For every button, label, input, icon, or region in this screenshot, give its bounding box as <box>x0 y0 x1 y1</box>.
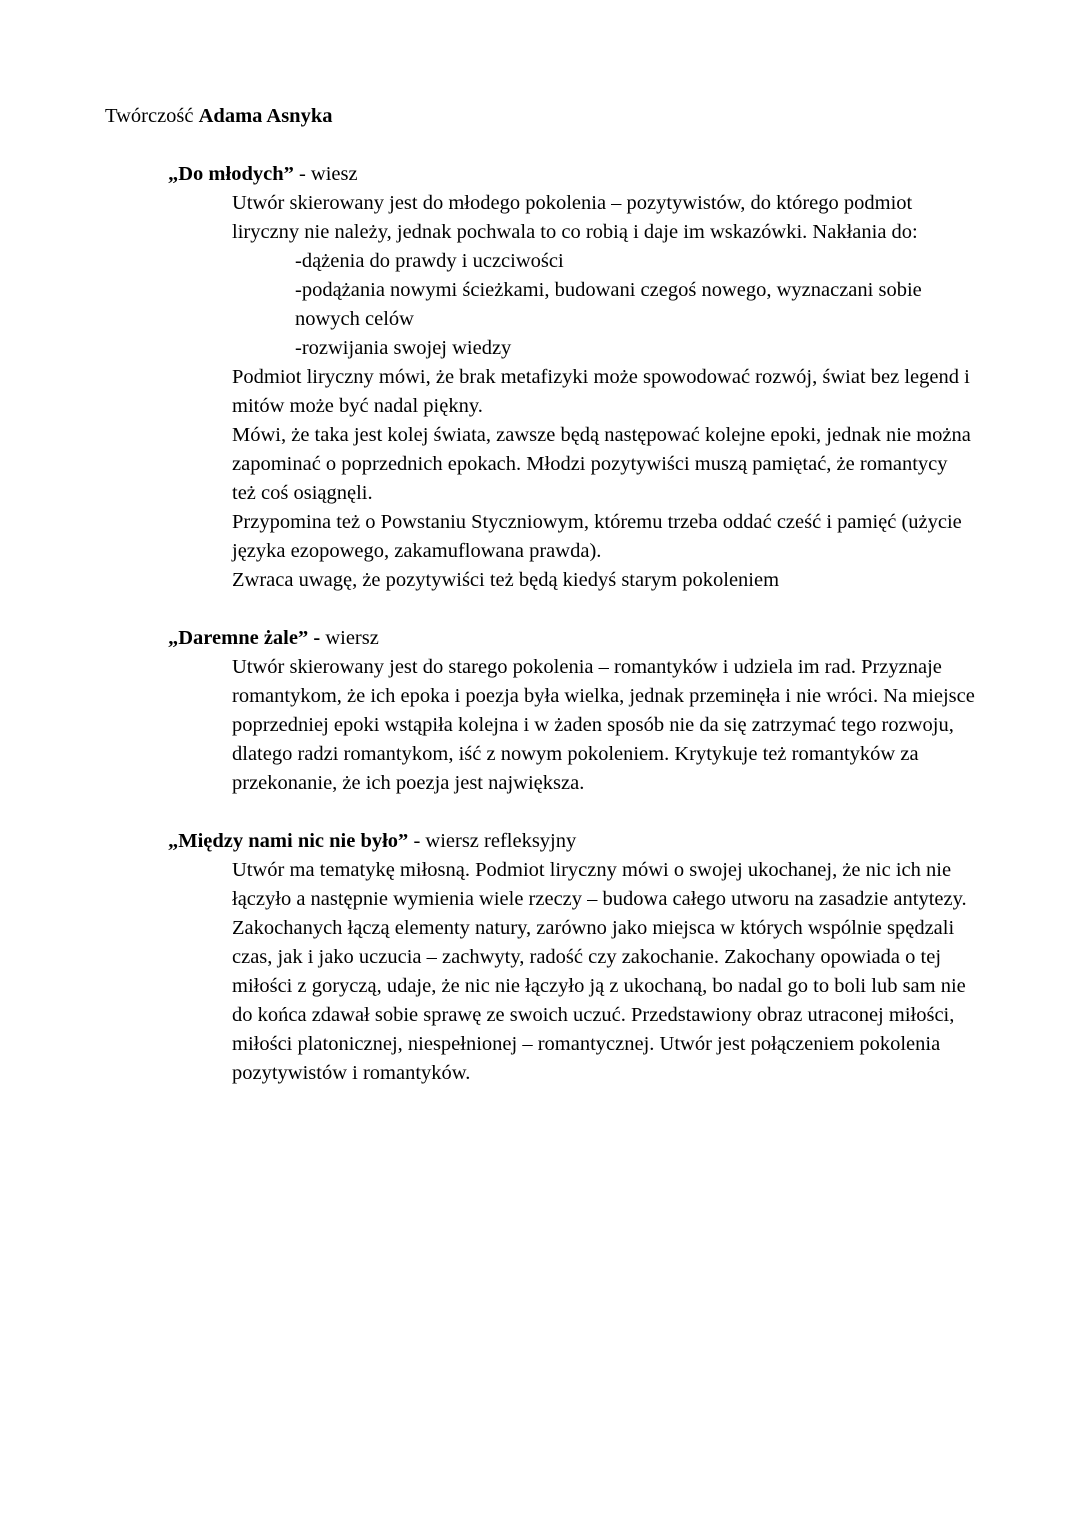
paragraph: Przypomina też o Powstaniu Styczniowym, któremu trzeba oddać cześć i pamięć (użycie języka ezopowego, zakamuflowana prawda). <box>232 511 962 562</box>
title-prefix: Twórczość <box>105 105 199 127</box>
title-author: Adama Asnyka <box>198 105 333 127</box>
paragraph: Utwór skierowany jest do starego pokolenia – romantyków i udziela im rad. Przyznaje romantykom, że ich epoka i poezja była wielka, jednak przeminęła i nie wróci. Na miejsce poprzedniej epoki wstąpiła kolejna i w żaden sposób nie da się zatrzymać tego rozwoju, dlatego radzi romantykom, iść z nowym pokoleniem. Krytykuje też romantyków za przekonanie, że ich poezja jest największa. <box>232 656 975 794</box>
section-body <box>232 653 976 798</box>
section-heading-subtitle: wiersz <box>320 627 379 649</box>
section-body <box>232 189 976 595</box>
paragraph: Mówi, że taka jest kolej świata, zawsze będą następować kolejne epoki, jednak nie można zapominać o poprzednich epokach. Młodzi pozytywiści muszą pamiętać, że romantycy też coś osiągnęli. <box>232 424 971 504</box>
bullet-list <box>295 247 976 363</box>
paragraph: Utwór skierowany jest do młodego pokolenia – pozytywistów, do którego podmiot liryczny nie należy, jednak pochwala to co robią i daje im wskazówki. Nakłania do: <box>232 192 918 243</box>
section-heading-subtitle: - wiesz <box>293 163 358 185</box>
paragraph: Zwraca uwagę, że pozytywiści też będą kiedyś starym pokoleniem <box>232 569 780 591</box>
section-heading <box>168 160 976 189</box>
document-title <box>105 102 976 131</box>
paragraph: Podmiot liryczny mówi, że brak metafizyki może spowodować rozwój, świat bez legend i mitów może być nadal piękny. <box>232 366 970 417</box>
paragraph: Utwór ma tematykę miłosną. Podmiot liryczny mówi o swojej ukochanej, że nic ich nie łączyło a następnie wymienia wiele rzeczy – budowa całego utworu na zasadzie antytezy. Zakochanych łączą elementy natury, zarówno jako miejsca w których wspólnie spędzali czas, jak i jako uczucia – zachwyty, radość czy zakochanie. Zakochany opowiada o tej miłości z goryczą, udaje, że nic nie łączyło ją z ukochaną, bo nadal go to boli lub sam nie do końca zdawał sobie sprawę ze swoich uczuć. Przedstawiony obraz utraconej miłości, miłości platonicznej, niespełnionej – romantycznej. Utwór jest połączeniem pokolenia pozytywistów i romantyków. <box>232 859 967 1084</box>
list-item: -podążania nowymi ścieżkami, budowani czegoś nowego, wyznaczani sobie nowych celów <box>295 279 922 330</box>
section-body <box>232 856 976 1088</box>
section-heading <box>168 624 976 653</box>
section-do-mlodych <box>105 160 976 595</box>
section-heading-title: „Do młodych” <box>168 163 294 185</box>
section-heading-title: „Daremne żale” - <box>168 627 321 649</box>
section-heading-title: „Między nami nic nie było” <box>168 830 409 852</box>
list-item: -rozwijania swojej wiedzy <box>295 337 512 359</box>
section-heading <box>168 827 976 856</box>
section-miedzy-nami-nic-nie-bylo <box>105 827 976 1088</box>
section-heading-subtitle: - wiersz refleksyjny <box>408 830 577 852</box>
list-item: -dążenia do prawdy i uczciwości <box>295 250 564 272</box>
section-daremne-zale <box>105 624 976 798</box>
